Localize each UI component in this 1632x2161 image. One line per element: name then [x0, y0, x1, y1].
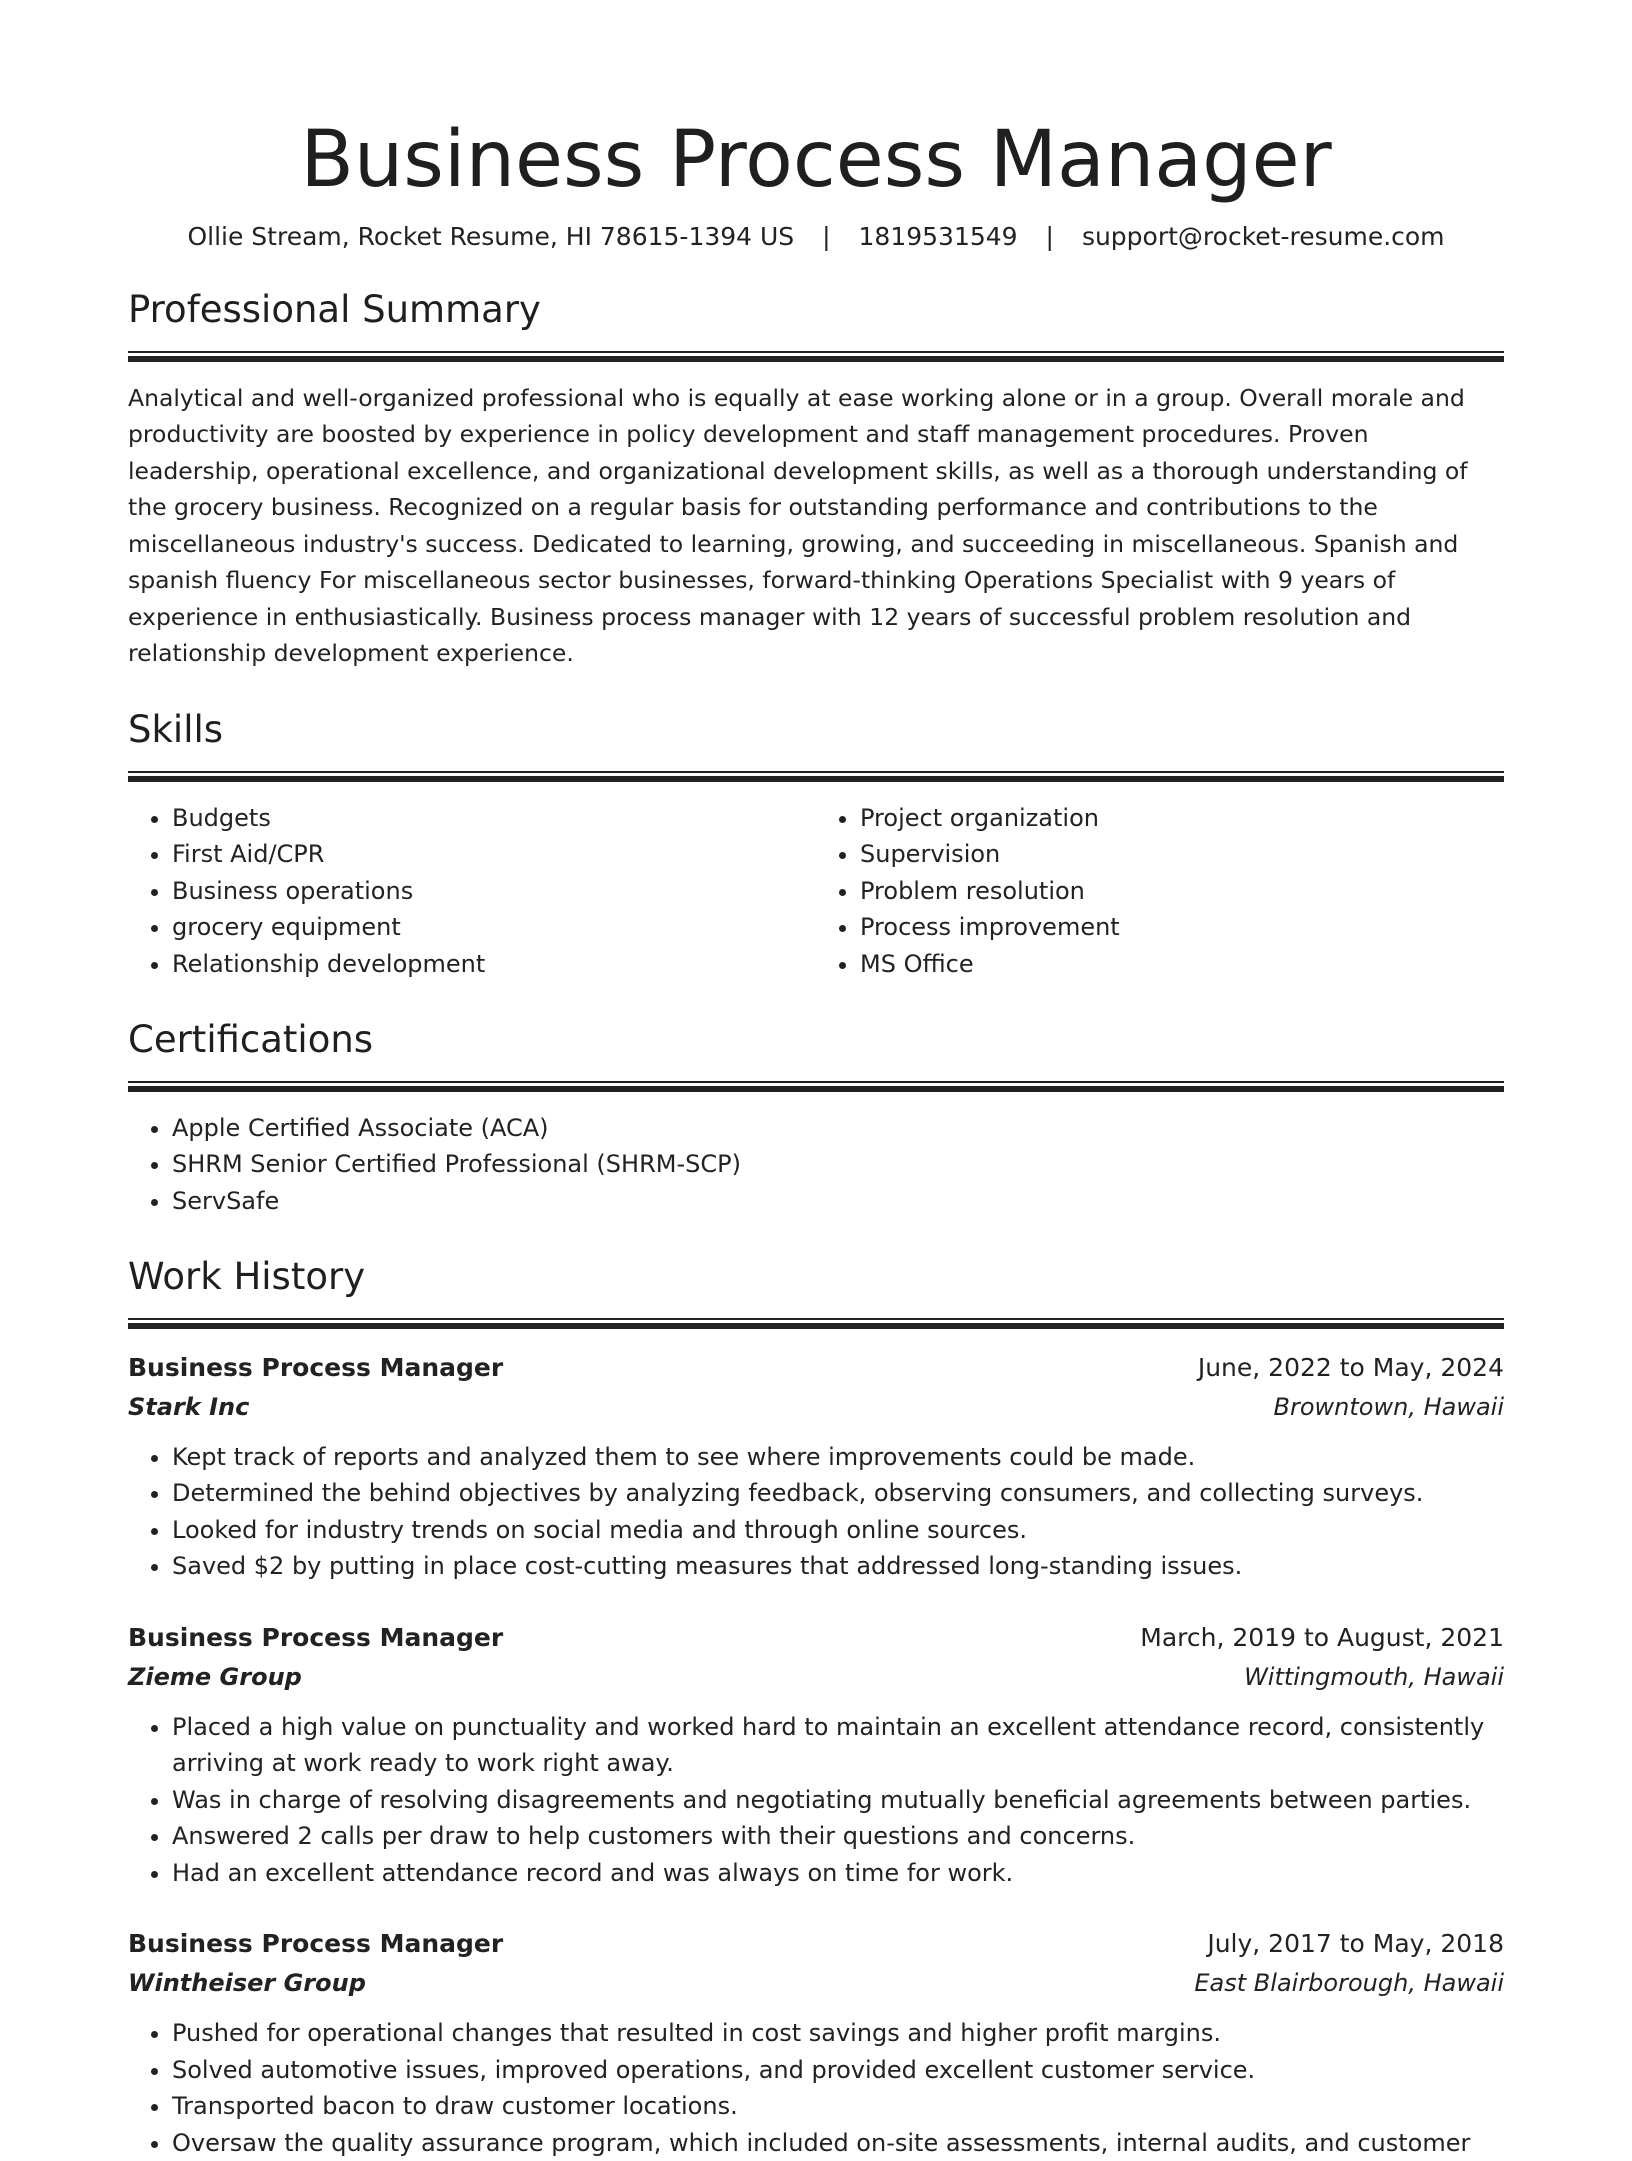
job-responsibility: • Determined the behind objectives by analyzing feedback, observing consumers, and collecting surveys.	[172, 1475, 1504, 1512]
job-company: Zieme Group	[128, 1662, 302, 1691]
contact-line	[128, 222, 1504, 252]
job-dates: June, 2022 to May, 2024	[1197, 1352, 1504, 1382]
contact-phone: 1819531549	[858, 222, 1018, 252]
skill-item: • Budgets	[172, 800, 816, 837]
skills-grid	[128, 800, 1504, 983]
certification-item: • ServSafe	[172, 1183, 1504, 1220]
job-company: Stark Inc	[128, 1392, 250, 1421]
job-title: Business Process Manager	[128, 1352, 504, 1382]
job-entry	[128, 1619, 1504, 1892]
job-responsibility: • Had an excellent attendance record and was always on time for work.	[172, 1855, 1504, 1892]
job-title: Business Process Manager	[128, 1622, 504, 1652]
job-entry	[128, 1925, 1504, 2161]
job-dates: March, 2019 to August, 2021	[1140, 1622, 1504, 1652]
professional-summary-text: Analytical and well-organized professional who is equally at ease working alone or in a group. Overall morale and productivity are boosted by experience in policy development and staff management procedures. Proven leadership, operational excellence, and organizational development skills, as well as a thorough understanding of the grocery business. Recognized on a regular basis for outstanding performance and contributions to the miscellaneous industry's success. Dedicated to learning, growing, and succeeding in miscellaneous. Spanish and spanish fluency For miscellaneous sector businesses, forward-thinking Operations Specialist with 9 years of experience in enthusiastically. Business process manager with 12 years of successful problem resolution and relationship development experience.	[128, 383, 1468, 668]
contact-email: support@rocket-resume.com	[1081, 222, 1445, 252]
skill-item: • Project organization	[860, 800, 1504, 837]
section-divider	[128, 771, 1504, 782]
job-entry	[128, 1349, 1504, 1585]
resume-page	[128, 115, 1504, 2161]
certifications-section	[128, 1020, 1504, 1219]
job-title-row	[128, 1349, 1504, 1387]
skill-item: • grocery equipment	[172, 909, 816, 946]
job-title-row	[128, 1619, 1504, 1657]
job-responsibility: • Looked for industry trends on social media and through online sources.	[172, 1512, 1504, 1549]
certifications-heading: Certifications	[128, 1018, 374, 1062]
skill-item: • Business operations	[172, 873, 816, 910]
job-company-row	[128, 1387, 1504, 1427]
job-responsibility: • Pushed for operational changes that resulted in cost savings and higher profit margins.	[172, 2015, 1504, 2052]
skills-section	[128, 707, 1504, 982]
job-responsibilities-list	[128, 2015, 1504, 2161]
contact-address: Ollie Stream, Rocket Resume, HI 78615-1394 US	[187, 222, 795, 252]
contact-separator: |	[1045, 222, 1054, 252]
skill-item: • MS Office	[860, 946, 1504, 983]
job-responsibilities-list	[128, 1439, 1504, 1585]
section-divider	[128, 351, 1504, 362]
skill-item: • Relationship development	[172, 946, 816, 983]
job-responsibility: • Kept track of reports and analyzed them to see where improvements could be made.	[172, 1439, 1504, 1476]
professional-summary-section	[128, 290, 1504, 672]
job-location: East Blairborough, Hawaii	[1194, 1969, 1504, 1998]
skill-item: • Process improvement	[860, 909, 1504, 946]
section-divider	[128, 1081, 1504, 1092]
job-location: Browntown, Hawaii	[1273, 1392, 1504, 1421]
skill-item: • Supervision	[860, 836, 1504, 873]
certification-item: • Apple Certified Associate (ACA)	[172, 1110, 1504, 1147]
skill-item: • First Aid/CPR	[172, 836, 816, 873]
job-dates: July, 2017 to May, 2018	[1207, 1929, 1504, 1959]
job-responsibility: • Solved automotive issues, improved operations, and provided excellent customer service.	[172, 2052, 1504, 2089]
resume-title: Business Process Manager	[300, 115, 1332, 205]
work-history-heading: Work History	[128, 1255, 366, 1299]
job-company-row	[128, 1963, 1504, 2003]
resume-header	[128, 115, 1504, 252]
skills-left-list	[128, 800, 816, 983]
section-divider	[128, 1318, 1504, 1329]
job-responsibility: • Saved $2 by putting in place cost-cutting measures that addressed long-standing issues.	[172, 1548, 1504, 1585]
certifications-list	[128, 1110, 1504, 1220]
job-title-row	[128, 1925, 1504, 1963]
skills-right-list	[816, 800, 1504, 983]
job-company-row	[128, 1657, 1504, 1697]
professional-summary-heading: Professional Summary	[128, 288, 541, 332]
job-responsibility: • Oversaw the quality assurance program, which included on-site assessments, internal audits, and customer	[172, 2125, 1504, 2161]
job-responsibility: • Placed a high value on punctuality and worked hard to maintain an excellent attendance record, consistently arriving at work ready to work right away.	[172, 1709, 1504, 1782]
job-responsibility: • Answered 2 calls per draw to help customers with their questions and concerns.	[172, 1818, 1504, 1855]
job-responsibility: • Transported bacon to draw customer locations.	[172, 2088, 1504, 2125]
contact-separator: |	[822, 222, 831, 252]
skill-item: • Problem resolution	[860, 873, 1504, 910]
job-responsibilities-list	[128, 1709, 1504, 1892]
job-location: Wittingmouth, Hawaii	[1244, 1662, 1504, 1691]
skills-heading: Skills	[128, 707, 224, 751]
job-responsibility: • Was in charge of resolving disagreements and negotiating mutually beneficial agreements between parties.	[172, 1782, 1504, 1819]
job-title: Business Process Manager	[128, 1929, 504, 1959]
work-history-section	[128, 1257, 1504, 2161]
job-company: Wintheiser Group	[128, 1969, 366, 1998]
certification-item: • SHRM Senior Certified Professional (SHRM-SCP)	[172, 1146, 1504, 1183]
